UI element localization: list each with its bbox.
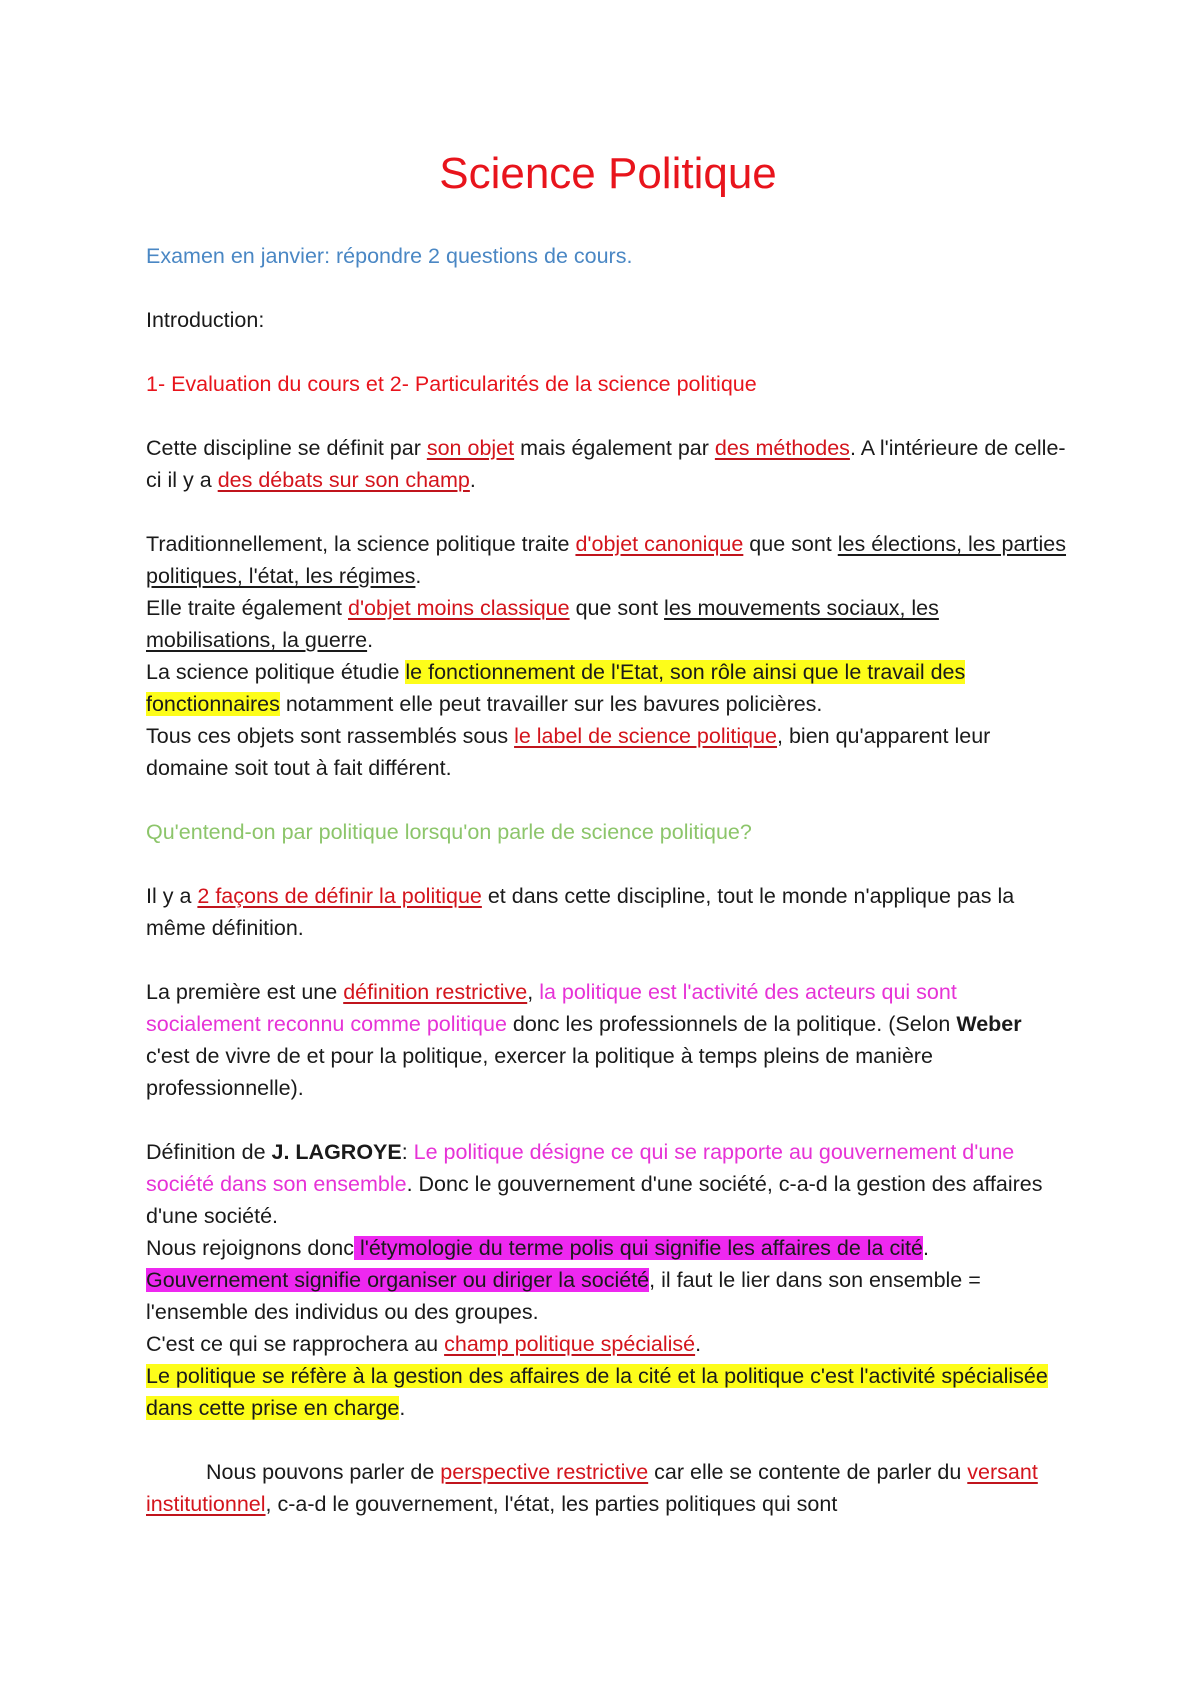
- exam-note: Examen en janvier: répondre 2 questions de cours.: [146, 244, 633, 268]
- paragraph-perspective: [146, 1456, 1070, 1520]
- text: Nous rejoignons donc: [146, 1236, 354, 1260]
- text: Il y a: [146, 884, 198, 908]
- text: donc les professionnels de la politique. (Selon: [506, 1012, 957, 1036]
- underlined-term: d'objet canonique: [575, 532, 744, 556]
- text: Définition de: [146, 1140, 272, 1164]
- bold-name: J. LAGROYE: [271, 1140, 402, 1164]
- highlighted-text: Gouvernement signifie organiser ou diriger la société: [146, 1268, 650, 1292]
- underlined-term: les élections, les parties politiques, l'état, les régimes: [146, 532, 1067, 588]
- text: car elle se contente de parler du: [648, 1460, 968, 1484]
- text: . A l'intérieure de celle-ci il y a: [146, 436, 1066, 492]
- text: .: [469, 468, 476, 492]
- paragraph-two-ways: [146, 880, 1070, 944]
- highlighted-text: le fonctionnement de l'Etat, son rôle ainsi que le travail des fonctionnaires: [146, 660, 966, 716]
- underlined-term: d'objet moins classique: [347, 596, 570, 620]
- text: , bien qu'apparent leur domaine soit tout à fait différent.: [146, 724, 991, 780]
- intro-label: Introduction:: [146, 308, 265, 332]
- text: Cette discipline se définit par: [146, 436, 427, 460]
- paragraph-discipline: [146, 432, 1070, 496]
- underlined-term: le label de science politique: [514, 724, 778, 748]
- underlined-term: des méthodes: [714, 436, 850, 460]
- text: . Donc le gouvernement d'une société, c-a-d la gestion des affaires d'une société.: [146, 1172, 1043, 1228]
- text: Nous pouvons parler de: [206, 1460, 441, 1484]
- paragraph-lagroye: [146, 1136, 1070, 1424]
- underlined-term: des débats sur son champ: [217, 468, 470, 492]
- text: .: [367, 628, 374, 652]
- underlined-term: perspective restrictive: [440, 1460, 649, 1484]
- text: Traditionnellement, la science politique traite: [146, 532, 576, 556]
- text: :: [401, 1140, 414, 1164]
- text: que sont: [569, 596, 665, 620]
- text: ,: [527, 980, 540, 1004]
- pink-text: la politique est l'activité des acteurs qui sont socialement reconnu comme politique: [146, 980, 957, 1036]
- underlined-term: champ politique spécialisé: [444, 1332, 696, 1356]
- text: Tous ces objets sont rassemblés sous: [146, 724, 515, 748]
- document-body: [146, 240, 1070, 1520]
- text: que sont: [743, 532, 838, 556]
- text: et dans cette discipline, tout le monde n'applique pas la même définition.: [146, 884, 1015, 940]
- text: , il faut le lier dans son ensemble = l'ensemble des individus ou des groupes.: [146, 1268, 981, 1324]
- paragraph-objects: [146, 528, 1070, 784]
- paragraph-restrictive-definition: [146, 976, 1070, 1104]
- text: La science politique étudie: [146, 660, 406, 684]
- text: .: [415, 564, 422, 588]
- text: c'est de vivre de et pour la politique, exercer la politique à temps pleins de manière professionnelle).: [146, 1044, 933, 1100]
- page-title: Science Politique: [439, 149, 777, 198]
- text: La première est une: [146, 980, 344, 1004]
- text: Elle traite également: [146, 596, 348, 620]
- text: C'est ce qui se rapprochera au: [146, 1332, 445, 1356]
- text: .: [922, 1236, 929, 1260]
- text: mais également par: [514, 436, 715, 460]
- bold-name: Weber: [956, 1012, 1022, 1036]
- text: notamment elle peut travailler sur les bavures policières.: [279, 692, 823, 716]
- underlined-term: versant institutionnel: [146, 1460, 1038, 1516]
- text: .: [399, 1396, 406, 1420]
- highlighted-text: Le politique se réfère à la gestion des affaires de la cité et la politique c'est l'activité spécialisée dans cette prise en charge: [146, 1364, 1048, 1420]
- underlined-term: les mouvements sociaux, les mobilisations, la guerre: [146, 596, 939, 652]
- text: .: [695, 1332, 702, 1356]
- underlined-term: son objet: [426, 436, 515, 460]
- underlined-term: 2 façons de définir la politique: [197, 884, 482, 908]
- pink-text: Le politique désigne ce qui se rapporte au gouvernement d'une société dans son ensemble: [146, 1140, 1015, 1196]
- text: , c-a-d le gouvernement, l'état, les parties politiques qui sont: [265, 1492, 838, 1516]
- underlined-term: définition restrictive: [343, 980, 528, 1004]
- question-heading: Qu'entend-on par politique lorsqu'on parle de science politique?: [146, 820, 752, 844]
- indent: [146, 1460, 206, 1484]
- section-heading: 1- Evaluation du cours et 2- Particularités de la science politique: [146, 372, 757, 396]
- highlighted-text: l'étymologie du terme polis qui signifie les affaires de la cité: [353, 1236, 923, 1260]
